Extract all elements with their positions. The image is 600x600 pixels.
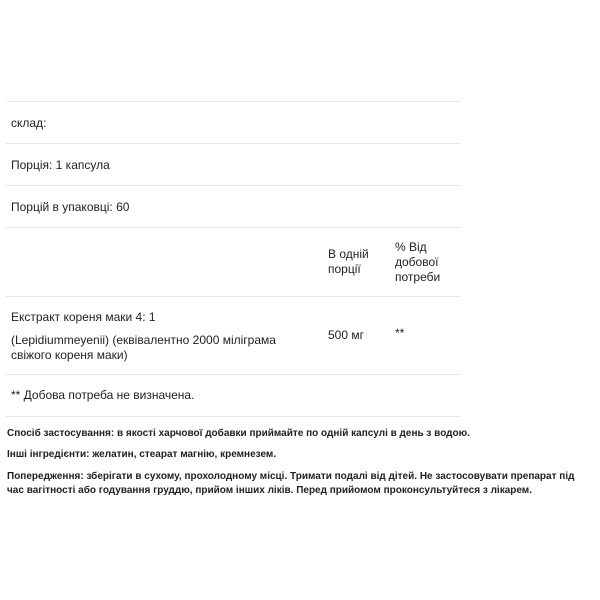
table-row — [6, 297, 460, 375]
composition-label: склад: — [11, 116, 47, 130]
supplement-facts-table — [6, 101, 460, 417]
servings-per-container-row — [6, 186, 460, 228]
ingredient-daily-value: ** — [395, 326, 405, 340]
footnote-row — [6, 375, 460, 417]
ingredient-name: Екстракт кореня маки 4: 1 — [11, 310, 156, 324]
serving-size: Порція: 1 капсула — [11, 158, 110, 172]
per-serving-header: В одній порції — [328, 247, 369, 276]
ingredient-amount: 500 мг — [328, 328, 364, 342]
other-ingredients: Інші інгредієнти: желатин, стеарат магнію, кремнезем. — [7, 449, 277, 460]
ingredient-description: (Lepidiummeyenii) (еквівалентно 2000 міліграма свіжого кореня маки) — [11, 333, 276, 362]
serving-size-row — [6, 144, 460, 186]
table-header-row — [6, 228, 460, 297]
usage-instructions: Спосіб застосування: в якості харчової добавки приймайте по одній капсулі в день з водою. — [7, 428, 470, 439]
footnote-text: ** Добова потреба не визначена. — [11, 388, 195, 402]
composition-row — [6, 102, 460, 144]
servings-per-container: Порцій в упаковці: 60 — [11, 200, 130, 214]
warning-text: Попередження: зберігати в сухому, прохолодному місці. Тримати подалі від дітей. Не застосовувати препарат під час вагітності або годування груддю, прийом інших ліків. Перед прийомом проконсультуйтеся з лікарем. — [7, 471, 575, 496]
daily-value-header: % Від добової потреби — [395, 240, 441, 284]
